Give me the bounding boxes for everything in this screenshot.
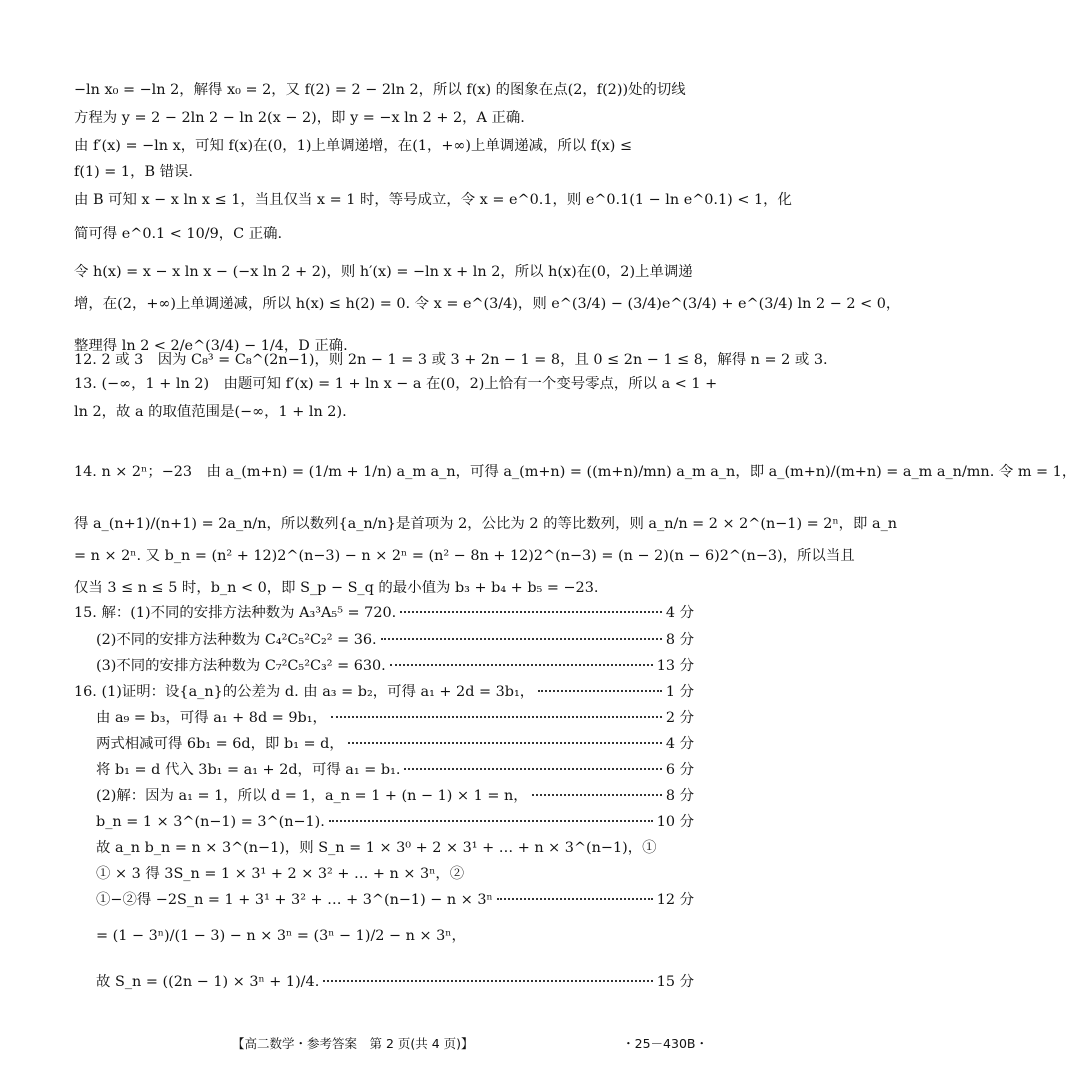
text-line: f(1) = 1，B 错误.	[74, 164, 193, 180]
dot-leader	[497, 897, 653, 900]
score-label: 4 分	[665, 605, 694, 621]
text-line: 整理得 ln 2 < 2/e^(3/4) − 1/4，D 正确.	[74, 338, 348, 354]
scored-line	[96, 708, 694, 728]
text-line: 14. n × 2ⁿ；−23 由 a_(m+n) = (1/m + 1/n) a_m a_n，可得 a_(m+n) = ((m+n)/mn) a_m a_n，即 a_(m+n)/(m+n) = a_m a_n/mn. 令 m = 1，	[74, 464, 1076, 480]
score-label: 13 分	[656, 658, 694, 674]
score-label: 12 分	[656, 892, 694, 908]
dot-leader	[323, 979, 652, 982]
scored-line	[96, 630, 694, 650]
scored-line	[74, 682, 694, 702]
step-text: ①−②得 −2S_n = 1 + 3¹ + 3² + … + 3^(n−1) − n × 3ⁿ	[96, 892, 493, 908]
text-line: ① × 3 得 3S_n = 1 × 3¹ + 2 × 3² + … + n × 3ⁿ，②	[96, 866, 465, 882]
score-label: 1 分	[665, 684, 694, 700]
score-label: 10 分	[656, 814, 694, 830]
text-line: 故 a_n b_n = n × 3^(n−1)，则 S_n = 1 × 3⁰ + 2 × 3¹ + … + n × 3^(n−1)，①	[96, 840, 657, 856]
score-label: 8 分	[665, 788, 694, 804]
step-text: (3)不同的安排方法种数为 C₇²C₅²C₃² = 630.	[96, 658, 386, 674]
text-line: 得 a_(n+1)/(n+1) = 2a_n/n，所以数列{a_n/n}是首项为 2，公比为 2 的等比数列，则 a_n/n = 2 × 2^(n−1) = 2ⁿ，即 a_n	[74, 516, 898, 532]
text-line: = (1 − 3ⁿ)/(1 − 3) − n × 3ⁿ = (3ⁿ − 1)/2 − n × 3ⁿ，	[96, 928, 466, 944]
scored-line	[96, 972, 694, 992]
page-footer	[0, 1034, 764, 1054]
text-line: 13. (−∞，1 + ln 2) 由题可知 f′(x) = 1 + ln x − a 在(0，2)上恰有一个变号零点，所以 a < 1 +	[74, 376, 718, 392]
score-label: 8 分	[665, 632, 694, 648]
text-line: 由 f′(x) = −ln x，可知 f(x)在(0，1)上单调递增，在(1，+∞)上单调递减，所以 f(x) ≤	[74, 138, 633, 154]
step-text: b_n = 1 × 3^(n−1) = 3^(n−1).	[96, 814, 325, 830]
scored-line	[96, 734, 694, 754]
scored-line	[96, 890, 694, 910]
text-line: 增，在(2，+∞)上单调递减，所以 h(x) ≤ h(2) = 0. 令 x = e^(3/4)，则 e^(3/4) − (3/4)e^(3/4) + e^(3/4) ln 2 − 2 < 0，	[74, 296, 901, 312]
step-text: 将 b₁ = d 代入 3b₁ = a₁ + 2d，可得 a₁ = b₁.	[96, 762, 401, 778]
text-line: 简可得 e^0.1 < 10/9，C 正确.	[74, 226, 283, 242]
step-text: 两式相减可得 6b₁ = 6d，即 b₁ = d，	[96, 736, 344, 752]
score-label: 2 分	[665, 710, 694, 726]
score-label: 15 分	[656, 974, 694, 990]
step-text: 由 a₉ = b₃，可得 a₁ + 8d = 9b₁，	[96, 710, 327, 726]
step-text: (2)解：因为 a₁ = 1，所以 d = 1，a_n = 1 + (n − 1) × 1 = n，	[96, 788, 528, 804]
dot-leader	[404, 767, 661, 770]
text-line: = n × 2ⁿ. 又 b_n = (n² + 12)2^(n−3) − n × 2ⁿ = (n² − 8n + 12)2^(n−3) = (n − 2)(n − 6)2^(n−3)，所以当且	[74, 548, 855, 564]
step-text: (2)不同的安排方法种数为 C₄²C₅²C₂² = 36.	[96, 632, 377, 648]
step-text: 故 S_n = ((2n − 1) × 3ⁿ + 1)/4.	[96, 974, 320, 990]
dot-leader	[538, 689, 662, 692]
scored-line	[96, 786, 694, 806]
dot-leader	[532, 793, 662, 796]
text-line: −ln x₀ = −ln 2，解得 x₀ = 2，又 f(2) = 2 − 2ln 2，所以 f(x) 的图象在点(2，f(2))处的切线	[74, 82, 686, 98]
dot-leader	[390, 663, 653, 666]
score-label: 6 分	[665, 762, 694, 778]
score-label: 4 分	[665, 736, 694, 752]
step-text: 15. 解：(1)不同的安排方法种数为 A₃³A₅⁵ = 720.	[74, 605, 397, 621]
text-line: 令 h(x) = x − x ln x − (−x ln 2 + 2)，则 h′(x) = −ln x + ln 2，所以 h(x)在(0，2)上单调递	[74, 264, 693, 280]
text-line: 仅当 3 ≤ n ≤ 5 时，b_n < 0，即 S_p − S_q 的最小值为 b₃ + b₄ + b₅ = −23.	[74, 580, 599, 596]
dot-leader	[400, 610, 662, 613]
scored-line	[96, 760, 694, 780]
footer-title: 【高二数学・参考答案 第 2 页(共 4 页)】	[232, 1036, 474, 1051]
scored-line	[96, 656, 694, 676]
text-line: ln 2，故 a 的取值范围是(−∞，1 + ln 2).	[74, 404, 347, 420]
text-line: 12. 2 或 3 因为 C₈³ = C₈^(2n−1)，则 2n − 1 = 3 或 3 + 2n − 1 = 8，且 0 ≤ 2n − 1 ≤ 8，解得 n = 2 或 3.	[74, 352, 828, 368]
step-text: 16. (1)证明：设{a_n}的公差为 d. 由 a₃ = b₂，可得 a₁ + 2d = 3b₁，	[74, 684, 535, 700]
dot-leader	[329, 819, 653, 822]
text-line: 由 B 可知 x − x ln x ≤ 1，当且仅当 x = 1 时，等号成立，令 x = e^0.1，则 e^0.1(1 − ln e^0.1) < 1，化	[74, 192, 792, 208]
footer-code: ・25－430B・	[622, 1036, 708, 1051]
dot-leader	[331, 715, 662, 718]
dot-leader	[348, 741, 662, 744]
scored-line	[96, 812, 694, 832]
text-line: 方程为 y = 2 − 2ln 2 − ln 2(x − 2)，即 y = −x ln 2 + 2，A 正确.	[74, 110, 525, 126]
dot-leader	[381, 637, 662, 640]
scored-line	[74, 603, 694, 623]
